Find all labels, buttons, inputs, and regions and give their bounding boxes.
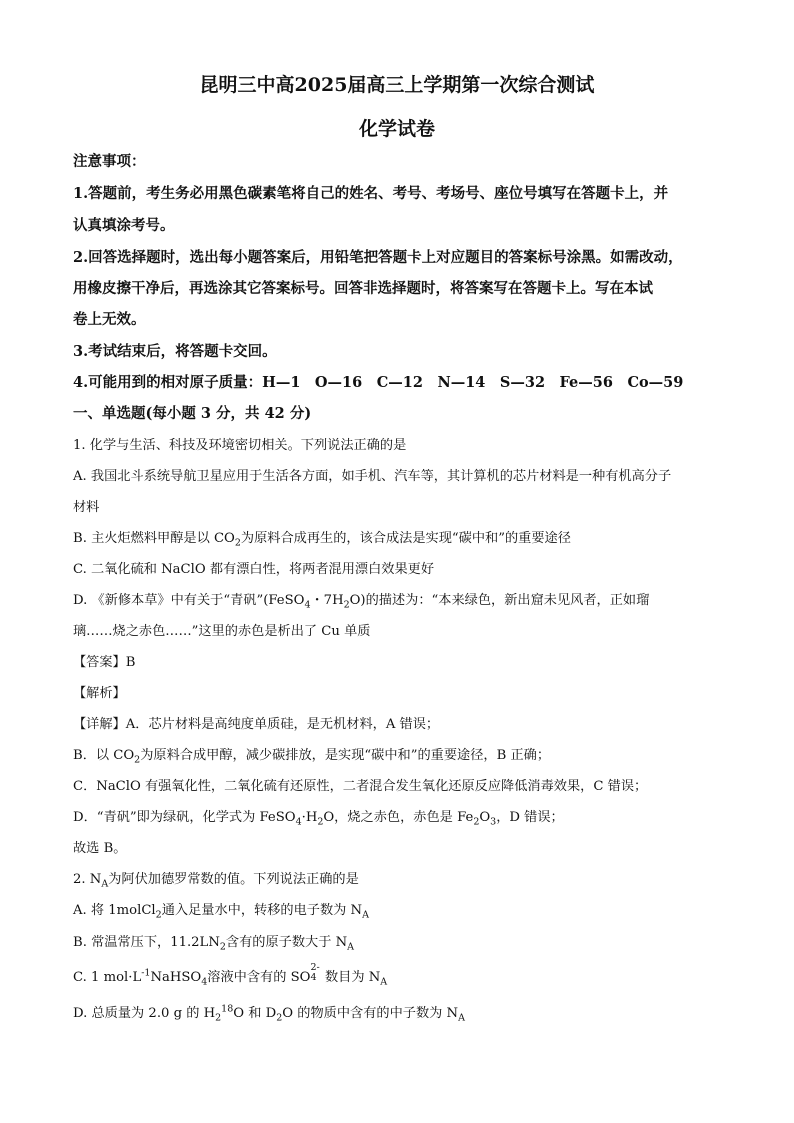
atomic-masses-values: H—1 O—16 C—12 N—14 S—32 Fe—56 Co—59 [262, 374, 684, 391]
question-2-option-a: A. 将 1molCl$_2$通入足量水中，转移的电子数为 $N_A$ [73, 903, 369, 921]
question-1-option-d-cont: 璃……烧之赤色……”这里的赤色是析出了 Cu 单质 [73, 624, 371, 639]
analysis-label: 【解析】 [73, 686, 126, 701]
question-1-option-d: D. 《新修本草》中有关于“青矾”(FeSO$_4$・$7H_2O$)的描述为：“本来绿色，新出窟未见风者，正如瑠 [73, 593, 650, 611]
atomic-masses-label: 4.可能用到的相对原子质量： [73, 374, 263, 391]
question-2-stem: 2. $N_A$为阿伏加德罗常数的值。下列说法正确的是 [73, 872, 359, 890]
question-1-option-a-cont: 材料 [73, 500, 100, 515]
question-1-stem: 1. 化学与生活、科技及环境密切相关。下列说法正确的是 [73, 438, 407, 453]
atomic-masses [73, 371, 724, 392]
question-2-option-c: C. 1 $mol\cdot L^{-1}NaHSO_4$溶液中含有的 SO 2- 4 数目为 $N_A$ [73, 962, 388, 988]
page-title: 昆明三中高2025届高三上学期第一次综合测试 [199, 74, 595, 96]
notice-item: 卷上无效。 [73, 311, 146, 328]
notice-item: 认真填涂考号。 [73, 217, 175, 234]
detail-c: C．NaClO 有强氧化性，二氧化硫有还原性，二者混合发生氧化还原反应降低消毒效果，C 错误； [73, 779, 648, 794]
question-1-option-c: C. 二氧化硫和 NaClO 都有漂白性，将两者混用漂白效果更好 [73, 562, 435, 577]
detail-d: D．“青矾”即为绿矾，化学式为 $FeSO_4\cdot H_2O$，烧之赤色，赤色是 $Fe_2O_3$，D 错误； [73, 810, 564, 828]
page-subtitle: 化学试卷 [358, 118, 435, 140]
question-2-option-b: B. 常温常压下，$11.2LN_2$含有的原子数大于 $N_A$ [73, 935, 355, 953]
question-1-option-b: B. 主火炬燃料甲醇是以 $CO_2$为原料合成再生的，该合成法是实现“碳中和”的重要途径 [73, 531, 571, 549]
notice-item: 用橡皮擦干净后，再选涂其它答案标号。回答非选择题时，将答案写在答题卡上。写在本试 [73, 280, 653, 297]
detail-b: B．以 $CO_2$为原料合成甲醇，减少碳排放，是实现“碳中和”的重要途径，B 正确； [73, 748, 551, 766]
question-2-option-d: D. 总质量为 2.0 g 的 $H_2^{18}O$ 和 $D_2O$ 的物质中含有的中子数为 $N_A$ [73, 1003, 465, 1024]
answer-label: 【答案】B [73, 655, 136, 670]
notice-heading: 注意事项： [73, 153, 146, 170]
conclusion: 故选 B。 [73, 841, 127, 856]
detail-a: 【详解】A．芯片材料是高纯度单质硅，是无机材料，A 错误； [73, 717, 440, 732]
section-title: 一、单选题(每小题 3 分，共 42 分) [73, 405, 312, 422]
question-1-option-a: A. 我国北斗系统导航卫星应用于生活各方面，如手机、汽车等，其计算机的芯片材料是一种有机高分子 [73, 469, 672, 484]
notice-item: 2.回答选择题时，选出每小题答案后，用铅笔把答题卡上对应题目的答案标号涂黑。如需改动， [73, 249, 683, 266]
notice-item: 1.答题前，考生务必用黑色碳素笔将自己的姓名、考号、考场号、座位号填写在答题卡上，并 [73, 185, 669, 202]
notice-item: 3.考试结束后，将答题卡交回。 [73, 343, 277, 360]
